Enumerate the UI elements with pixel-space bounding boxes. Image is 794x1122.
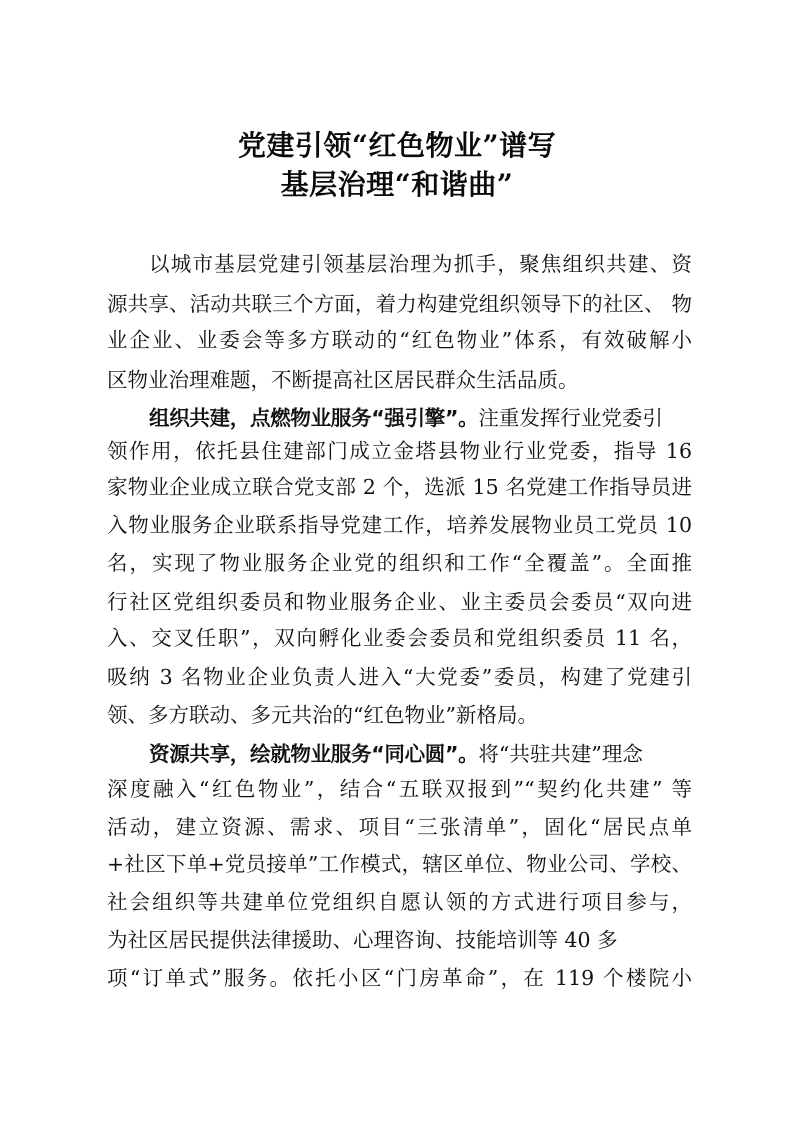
section1-first-line-rest: 注重发挥行业党委引 xyxy=(478,406,663,430)
section2-line: 项“订单式”服务。依托小区“门房革命”，在 119 个楼院小 xyxy=(107,966,692,990)
document-title-line-1: 党建引领“红色物业”谱写 xyxy=(237,129,557,162)
intro-line: 业企业、业委会等多方联动的“红色物业”体系，有效破解小 xyxy=(107,328,692,352)
section2-line: 深度融入“红色物业”，结合“五联双报到”“契约化共建” 等 xyxy=(107,777,692,801)
section1-line: 入、交叉任职”，双向孵化业委会委员和党组织委员 11 名， xyxy=(107,626,692,650)
document-title-line-2: 基层治理“和谐曲” xyxy=(280,168,514,201)
intro-line: 以城市基层党建引领基层治理为抓手，聚焦组织共建、资 xyxy=(149,252,692,276)
section1-line: 领、多方联动、多元共治的“红色物业”新格局。 xyxy=(107,703,538,727)
section1-lead: 组织共建，点燃物业服务“强引擎”。 xyxy=(149,406,479,430)
section2-line: +社区下单+党员接单”工作模式，辖区单位、物业公司、学校、 xyxy=(107,852,692,876)
section1-line: 领作用，依托县住建部门成立金塔县物业行业党委，指导 16 xyxy=(107,439,692,463)
intro-line: 源共享、活动共联三个方面，着力构建党组织领导下的社区、 物 xyxy=(107,292,692,316)
section2-line: 社会组织等共建单位党组织自愿认领的方式进行项目参与， xyxy=(107,890,692,914)
section1-line: 家物业企业成立联合党支部 2 个，选派 15 名党建工作指导员进 xyxy=(107,475,692,499)
intro-line: 区物业治理难题，不断提高社区居民群众生活品质。 xyxy=(107,368,579,392)
section1-line: 入物业服务企业联系指导党建工作，培养发展物业员工党员 10 xyxy=(107,513,692,537)
section2-line: 活动，建立资源、需求、项目“三张清单”，固化“居民点单 xyxy=(107,815,692,839)
section1-line: 名，实现了物业服务企业党的组织和工作“全覆盖”。全面推 xyxy=(107,551,692,575)
section1-line: 行社区党组织委员和物业服务企业、业主委员会委员“双向进 xyxy=(107,590,692,614)
section1-first-line xyxy=(149,405,669,431)
section2-lead: 资源共享，绘就物业服务“同心圆”。 xyxy=(149,742,479,766)
section2-line: 为社区居民提供法律援助、心理咨询、技能培训等 40 多 xyxy=(107,928,618,952)
section2-first-line xyxy=(149,741,669,767)
section1-line: 吸纳 3 名物业企业负责人进入“大党委”委员，构建了党建引 xyxy=(107,665,692,689)
section2-first-line-rest: 将“共驻共建”理念 xyxy=(478,742,643,766)
